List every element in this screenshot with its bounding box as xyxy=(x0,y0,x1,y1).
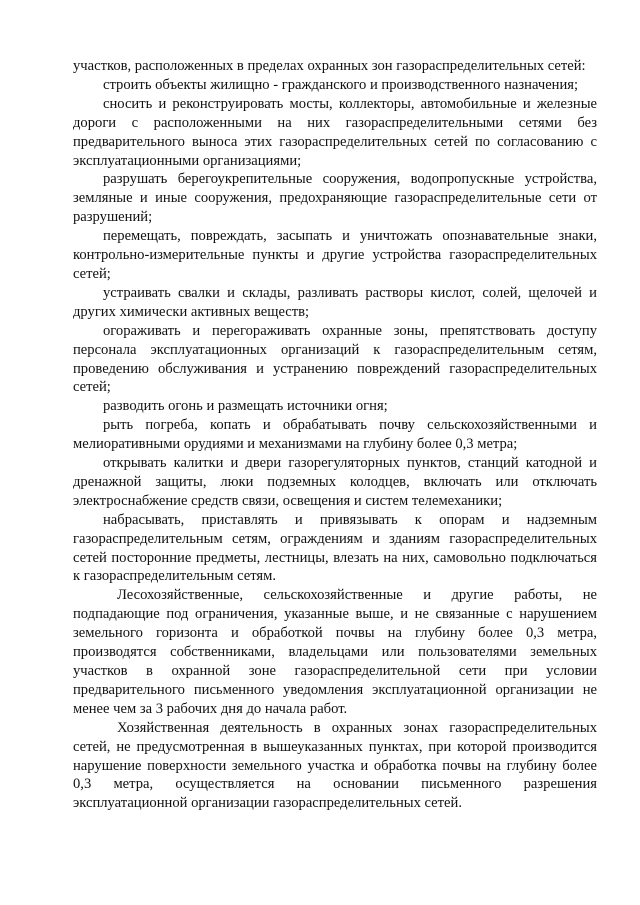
list-item: разводить огонь и размещать источники огня; xyxy=(103,398,388,415)
list-item: рыть погреба, копать и обрабатывать почву сельскохозяйственными и мелиоративными орудиями и механизмами на глубину более 0,3 метра; xyxy=(73,417,597,453)
paragraph-forestry-works: Лесохозяйственные, сельскохозяйственные и другие работы, не подпадающие под ограничения, указанные выше, и не связанные с нарушением земельного горизонта и обработкой почвы на глубину более 0,3 метра, производятся собственниками, владельцами или пользователями земельных участков в охранной зоне газораспределительной сети при условии предварительного письменного уведомления эксплуатационной организации не менее чем за 3 рабочих дня до начала работ. xyxy=(73,587,597,717)
list-item: открывать калитки и двери газорегуляторных пунктов, станций катодной и дренажной защиты, люки подземных колодцев, включать или отключать электроснабжение средств связи, освещения и систем телемеханики; xyxy=(73,455,597,509)
list-item: строить объекты жилищно - гражданского и производственного назначения; xyxy=(103,76,579,93)
list-item: огораживать и перегораживать охранные зоны, препятствовать доступу персонала эксплуатационных организаций к газораспределительным сетям, проведению обслуживания и устранению повреждений газораспределительных сетей; xyxy=(73,322,597,396)
list-item: перемещать, повреждать, засыпать и уничтожать опознавательные знаки, контрольно-измерительные пункты и другие устройства газораспределительных сетей; xyxy=(73,228,597,282)
paragraph-continuation: участков, расположенных в пределах охранных зон газораспределительных сетей: xyxy=(73,58,586,74)
list-item: набрасывать, приставлять и привязывать к опорам и надземным газораспределительным сетям, ограждениям и зданиям газораспределительных сетей посторонние предметы, лестницы, влезать на них, самовольно подключаться к газораспределительным сетям. xyxy=(73,511,597,585)
paragraph-economic-activity: Хозяйственная деятельность в охранных зонах газораспределительных сетей, не предусмотренная в вышеуказанных пунктах, при которой производится нарушение поверхности земельного участка и обработка почвы на глубину более 0,3 метра, осуществляется на основании письменного разрешения эксплуатационной организации газораспределительных сетей. xyxy=(73,719,597,812)
list-item: разрушать берегоукрепительные сооружения, водопропускные устройства, земляные и иные сооружения, предохраняющие газораспределительные сети от разрушений; xyxy=(73,171,597,226)
list-item: сносить и реконструировать мосты, коллекторы, автомобильные и железные дороги с расположенными на них газораспределительными сетями без предварительного выноса этих газораспределительных сетей по согласованию с эксплуатационными организациями; xyxy=(73,95,597,169)
document-page xyxy=(73,57,597,813)
list-item: устраивать свалки и склады, разливать растворы кислот, солей, щелочей и других химически активных веществ; xyxy=(73,284,597,320)
